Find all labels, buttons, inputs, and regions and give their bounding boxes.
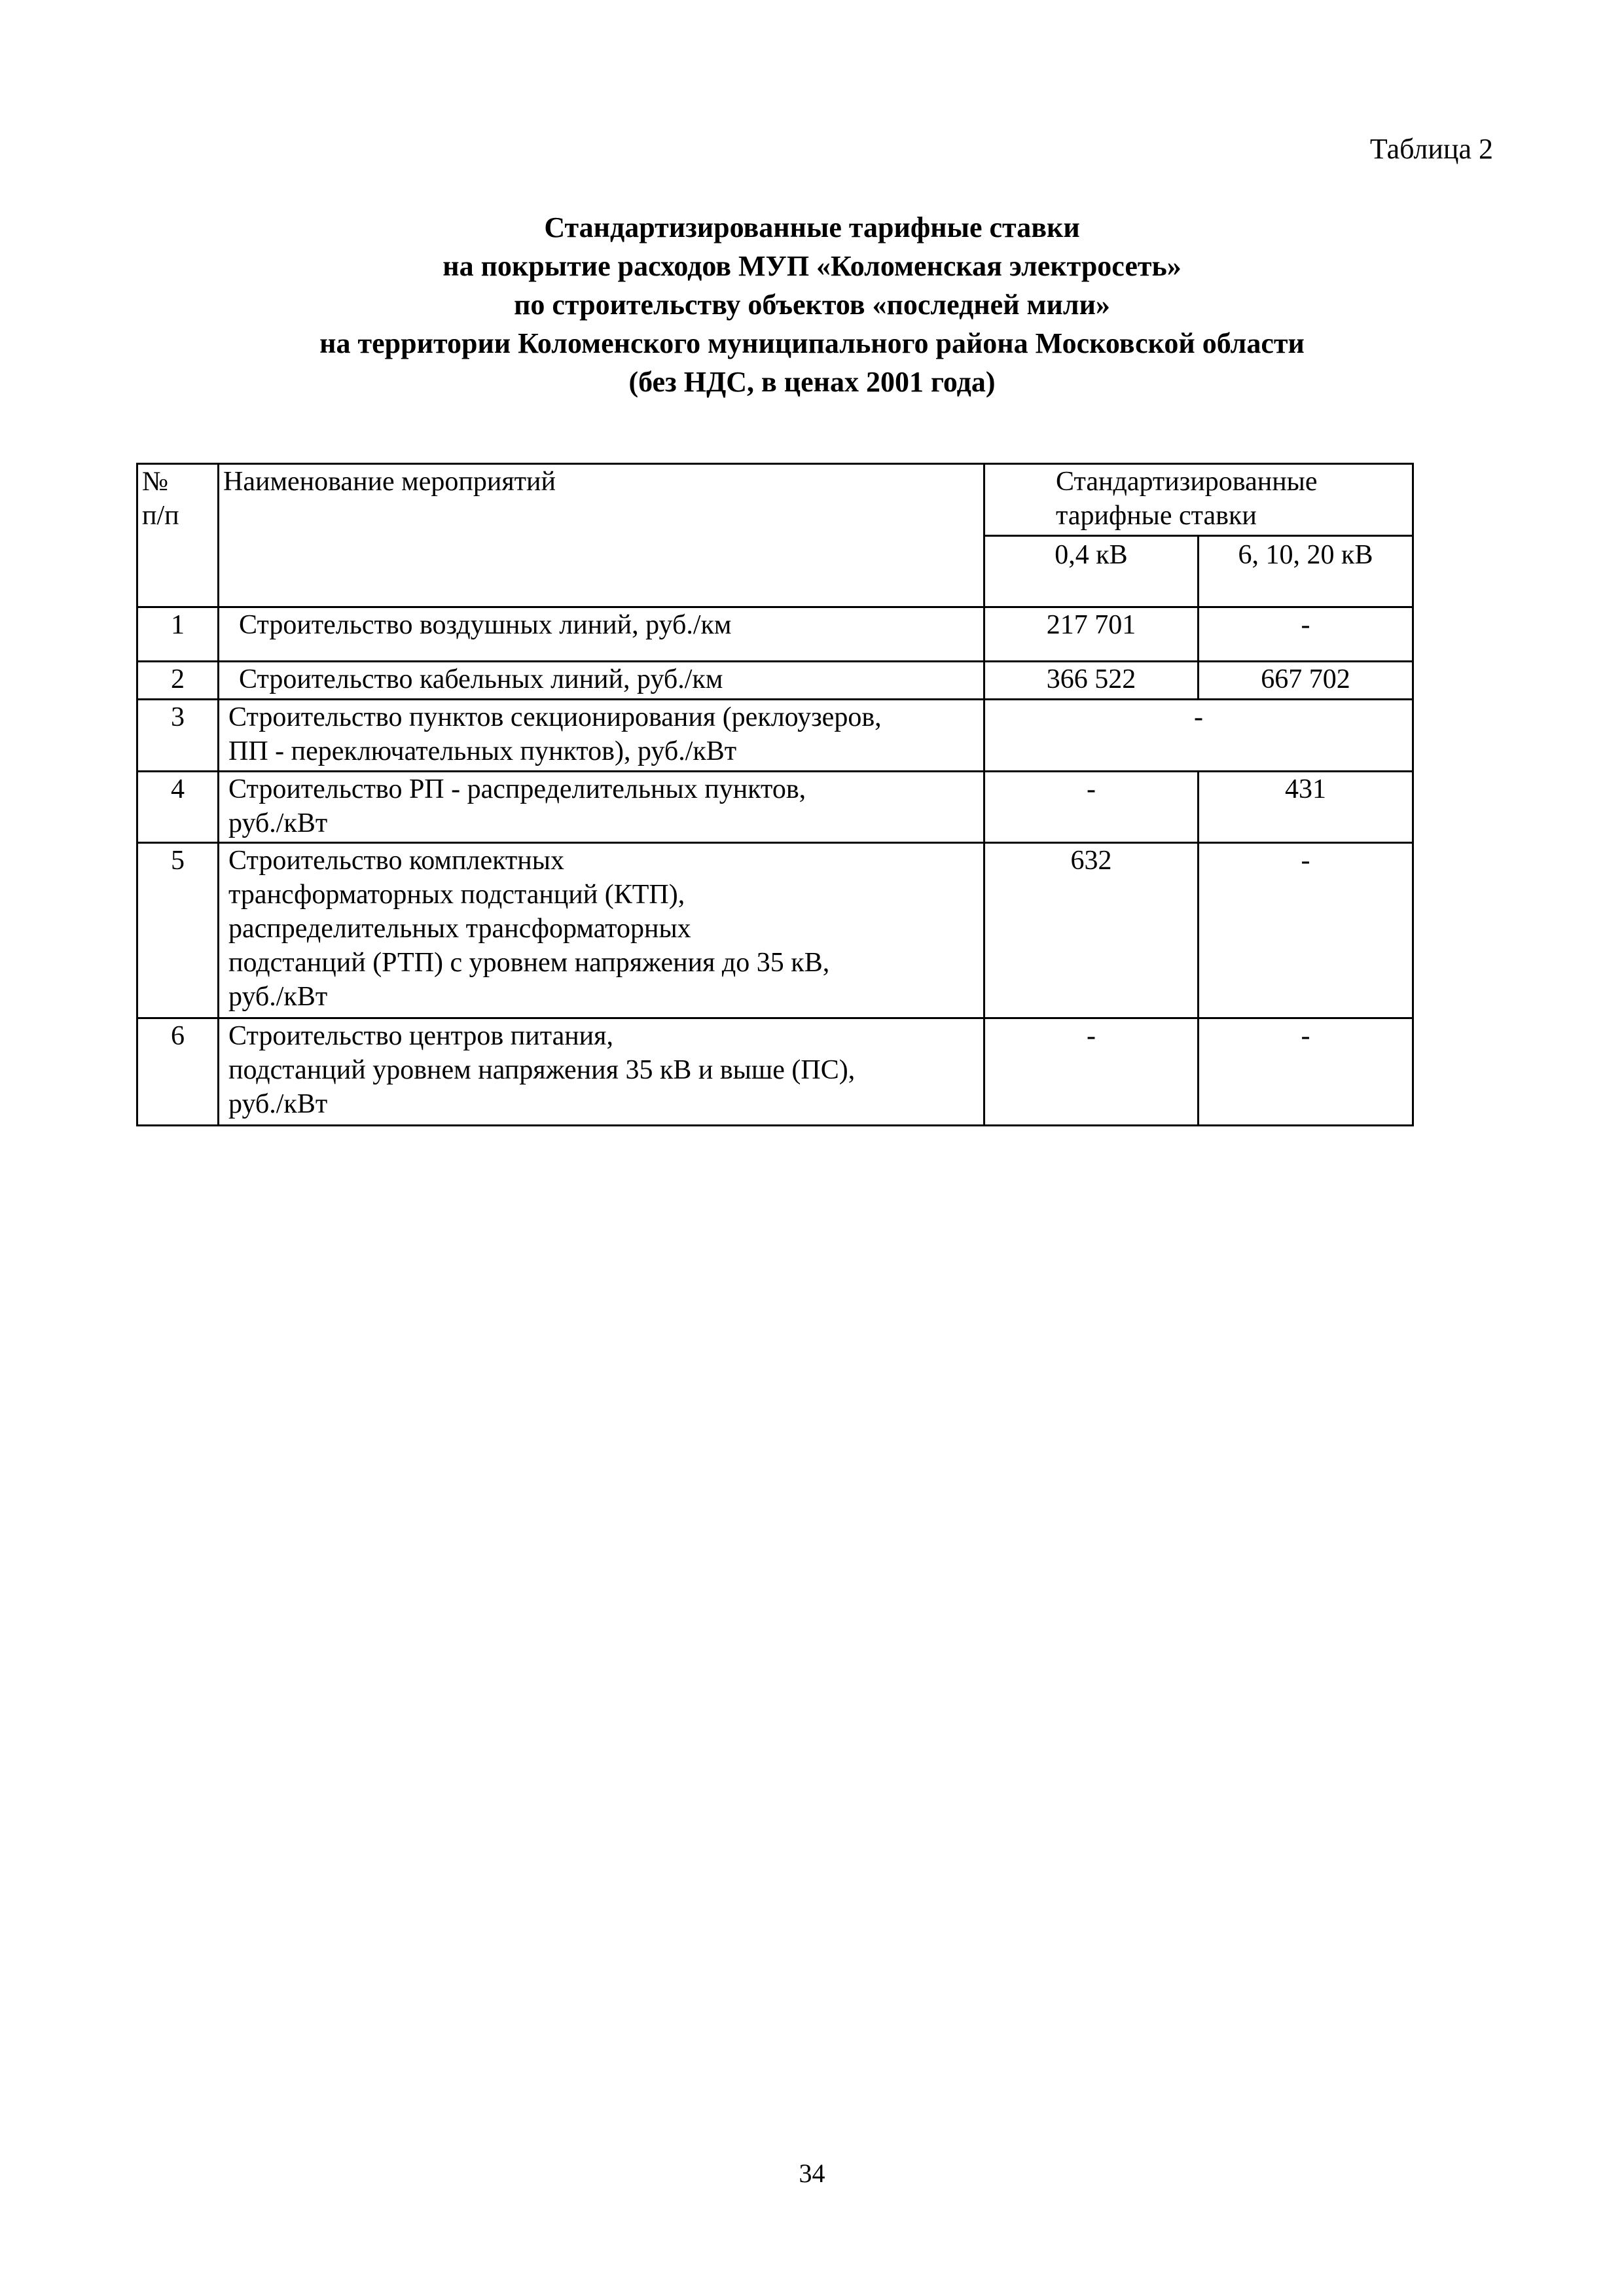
- row-name: Строительство комплектных трансформаторных подстанций (КТП), распределительных трансформаторных подстанций (РТП) с уровнем напряжения до 35 кВ, руб./кВт: [219, 843, 984, 1018]
- row-name: Строительство воздушных линий, руб./км: [219, 607, 984, 662]
- row-value-04: 217 701: [984, 607, 1199, 662]
- header-name: Наименование мероприятий: [219, 464, 984, 607]
- title-line: на территории Коломенского муниципального района Московской области: [319, 327, 1305, 359]
- table-row: [137, 1018, 1413, 1126]
- row-number: 4: [137, 772, 219, 843]
- row-value-merged: -: [984, 700, 1413, 772]
- table-header-row: [137, 464, 1413, 536]
- tariff-rates-table: [136, 463, 1414, 1126]
- row-name: Строительство центров питания, подстанций уровнем напряжения 35 кВ и выше (ПС), руб./кВт: [219, 1018, 984, 1126]
- table-label: Таблица 2: [1369, 133, 1493, 165]
- row-name: Строительство кабельных линий, руб./км: [219, 662, 984, 700]
- row-value-6-10-20: 667 702: [1199, 662, 1413, 700]
- table-row: [137, 662, 1413, 700]
- row-value-04: 366 522: [984, 662, 1199, 700]
- title-line: на покрытие расходов МУП «Коломенская электросеть»: [442, 250, 1182, 282]
- row-number: 2: [137, 662, 219, 700]
- table-row: [137, 772, 1413, 843]
- header-voltage-04: 0,4 кВ: [984, 536, 1199, 607]
- row-number: 5: [137, 843, 219, 1018]
- header-number: № п/п: [137, 464, 219, 607]
- row-value-6-10-20: 431: [1199, 772, 1413, 843]
- row-value-6-10-20: -: [1199, 1018, 1413, 1126]
- row-value-04: -: [984, 1018, 1199, 1126]
- table-row: [137, 843, 1413, 1018]
- header-standard-rates: Стандартизированные тарифные ставки: [984, 464, 1413, 536]
- title-line: (без НДС, в ценах 2001 года): [628, 366, 996, 398]
- table-row: [137, 607, 1413, 662]
- document-title: [0, 208, 1624, 401]
- row-number: 3: [137, 700, 219, 772]
- title-line: Стандартизированные тарифные ставки: [544, 211, 1080, 243]
- page-number: 34: [799, 2159, 825, 2188]
- row-name: Строительство РП - распределительных пунктов, руб./кВт: [219, 772, 984, 843]
- row-value-6-10-20: -: [1199, 607, 1413, 662]
- title-line: по строительству объектов «последней мили»: [514, 289, 1110, 321]
- row-value-6-10-20: -: [1199, 843, 1413, 1018]
- header-voltage-6-10-20: 6, 10, 20 кВ: [1199, 536, 1413, 607]
- row-number: 6: [137, 1018, 219, 1126]
- row-number: 1: [137, 607, 219, 662]
- row-value-04: 632: [984, 843, 1199, 1018]
- table-row: [137, 700, 1413, 772]
- row-value-04: -: [984, 772, 1199, 843]
- row-name: Строительство пунктов секционирования (реклоузеров, ПП - переключательных пунктов), руб./кВт: [219, 700, 984, 772]
